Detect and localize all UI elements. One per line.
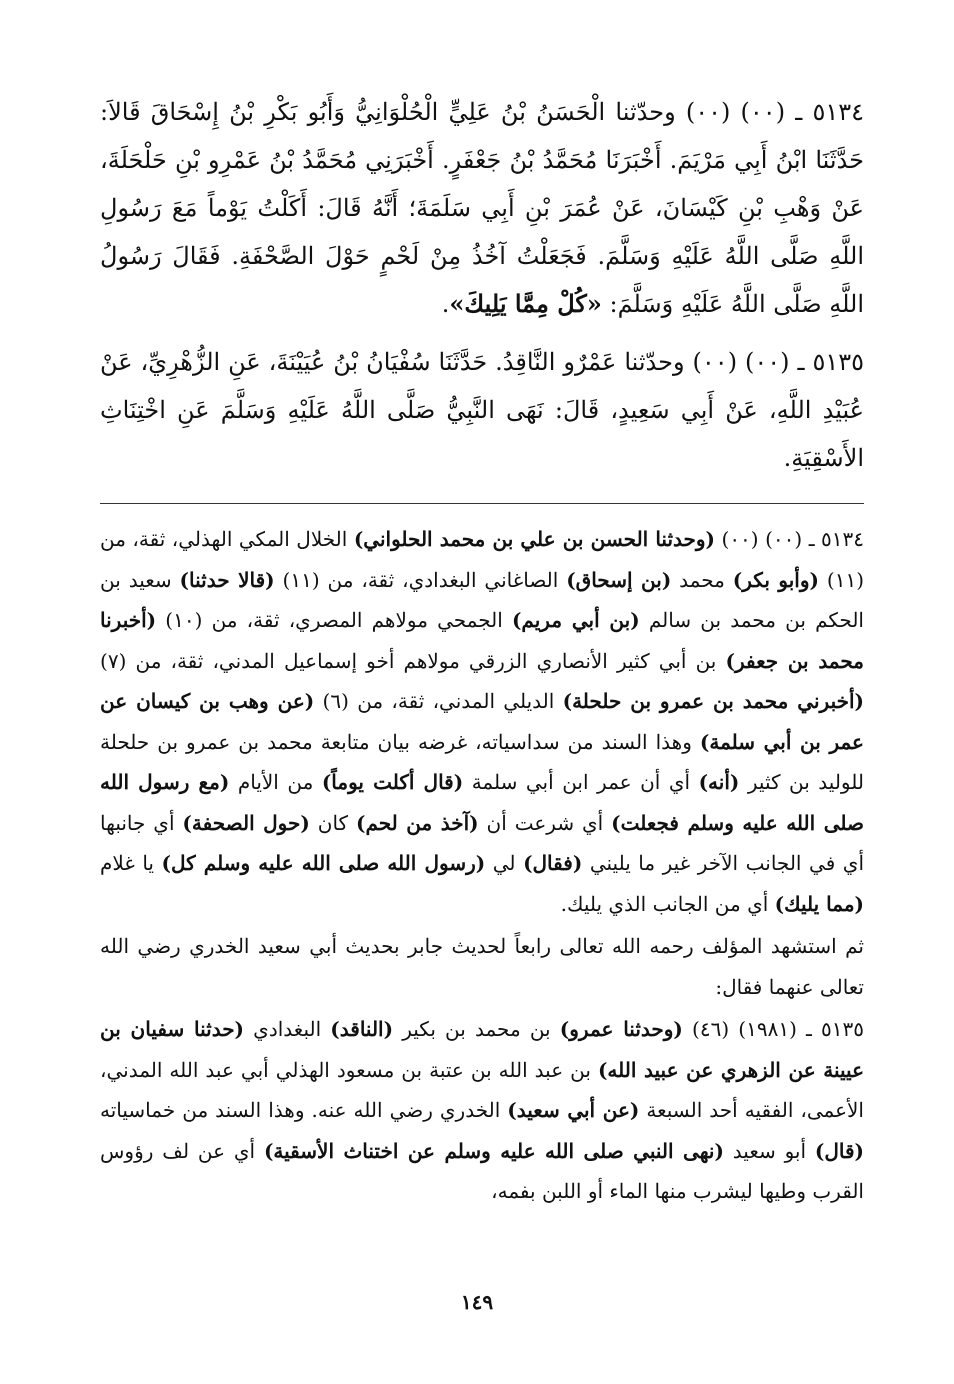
commentary-text-run: أي عن لف رؤوس القرب وطيها ليشرب منها الماء أو اللبن بفمه، <box>100 1138 864 1203</box>
commentary-bold-run: (عن أبي سعيد) <box>507 1098 640 1122</box>
commentary-text-run: الخلال المكي الهذلي، ثقة، من (١١) <box>100 527 864 592</box>
commentary-text-run: أبو سعيد <box>723 1138 815 1163</box>
commentary-bold-run: (رسول الله صلى الله عليه وسلم كل) <box>161 851 486 875</box>
hadith-5134-quote: «كُلْ مِمَّا يَلِيكَ» <box>449 289 602 318</box>
commentary-text-run: من الأيام <box>229 770 322 794</box>
commentary-text-run: أي شرعت أن <box>478 810 612 835</box>
commentary-bold-run: (مما يليك) <box>774 891 864 916</box>
commentary-bold-run: (الناقد) <box>330 1017 394 1041</box>
commentary-text-run: أي جانبها أي في الجانب الآخر غير ما يليني <box>100 810 865 875</box>
commentary-bold-run: (قال) <box>814 1138 865 1163</box>
commentary-bold-run: (عن وهب بن كيسان عن عمر بن أبي سلمة) <box>100 689 864 754</box>
commentary-text-run: محمد <box>671 567 733 592</box>
commentary-text-run: ٥١٣٥ ـ (١٩٨١) (٤٦) <box>682 1017 864 1041</box>
commentary-bold-run: (أخبرنا محمد بن جعفر) <box>100 608 864 673</box>
commentary-bold-run: (وحدثنا الحسن بن علي بن محمد الحلواني) <box>353 527 715 551</box>
commentary-bold-run: (مع رسول الله صلى الله عليه وسلم فجعلت) <box>100 770 865 835</box>
commentary-bold-run: (قالا حدثنا) <box>179 567 275 592</box>
commentary-paragraph-5135 <box>100 1009 864 1212</box>
commentary-bold-run: (بن إسحاق) <box>566 567 672 592</box>
commentary-bold-run: (وأبو بكر) <box>732 567 819 592</box>
hadith-text-block <box>100 88 864 482</box>
hadith-5135: ٥١٣٥ ـ (٠٠) (٠٠) وحدّثنا عَمْرٌو النَّاقِدُ. حَدَّثَنَا سُفْيَانُ بْنُ عُيَيْنَةَ، عَنِ الزُّهْرِيِّ، عَنْ عُبَيْدِ اللَّهِ، عَنْ أَبِي سَعِيدٍ، قَالَ: نَهَى النَّبِيُّ صَلَّى اللَّهُ عَلَيْهِ وَسَلَّمَ عَنِ اخْتِنَاثِ الأَسْقِيَةِ. <box>100 348 865 472</box>
commentary-block <box>100 519 864 1212</box>
hadith-5134-end: . <box>441 290 450 318</box>
commentary-bold-run: (آخذ من لحم) <box>355 810 479 835</box>
commentary-text-run: ثم استشهد المؤلف رحمه الله تعالى رابعاً لحديث جابر بحديث أبي سعيد الخدري رضي الله تعالى عنهما فقال: <box>100 934 864 999</box>
commentary-text-run: الخدري رضي الله عنه. وهذا السند من خماسياته <box>100 1098 508 1122</box>
commentary-text-run: بن محمد بن بكير <box>393 1017 560 1041</box>
commentary-bold-run: (فقال) <box>523 851 583 875</box>
commentary-text-run: الجمحي مولاهم المصري، ثقة، من (١٠) <box>156 608 512 632</box>
commentary-bold-run: (حول الصحفة) <box>182 810 310 835</box>
commentary-text-run: لي <box>485 851 524 875</box>
commentary-text-run: البغدادي <box>244 1017 331 1041</box>
commentary-text-run: بن أبي كثير الأنصاري الزرقي مولاهم أخو إسماعيل المدني، ثقة، من (٧) <box>100 648 726 673</box>
commentary-bold-run: (أخبرني محمد بن عمرو بن حلحلة) <box>562 689 864 713</box>
separator-line <box>100 503 864 504</box>
commentary-text-run: الصاغاني البغدادي، ثقة، من (١١) <box>274 567 567 592</box>
page-number: ١٤٩ <box>460 1290 494 1314</box>
commentary-bold-run: (حدثنا سفيان بن عيينة عن الزهري عن عبيد الله) <box>100 1017 865 1082</box>
hadith-5134-text: ٥١٣٤ ـ (٠٠) (٠٠) وحدّثنا الْحَسَنُ بْنُ عَلِيٍّ الْحُلْوَانِيُّ وَأَبُو بَكْرِ بْنُ إِسْحَاقَ قَالاَ: حَدَّثَنَا ابْنُ أَبِي مَرْيَمَ. أَخْبَرَنَا مُحَمَّدُ بْنُ جَعْفَرٍ. أَخْبَرَنِي مُحَمَّدُ بْنُ عَمْرِو بْنِ حَلْحَلَةَ، عَنْ وَهْبِ بْنِ كَيْسَانَ، عَنْ عُمَرَ بْنِ أَبِي سَلَمَةَ؛ أَنَّهُ قَالَ: أَكَلْتُ يَوْماً مَعَ رَسُولِ اللَّهِ صَلَّى اللَّهُ عَلَيْهِ وَسَلَّمَ. فَجَعَلْتُ آخُذُ مِنْ لَحْمٍ حَوْلَ الصَّحْفَةِ. فَقَالَ رَسُولُ اللَّهِ صَلَّى اللَّهُ عَلَيْهِ وَسَلَّمَ: <box>100 98 865 318</box>
commentary-bold-run: (نهى النبي صلى الله عليه وسلم عن اختناث الأسقية) <box>263 1138 724 1163</box>
commentary-text-run: كان <box>309 810 356 835</box>
hadith-5134 <box>100 88 864 328</box>
commentary-text-run: وهذا السند من سداسياته، غرضه بيان متابعة محمد بن عمرو بن حلحلة للوليد بن كثير <box>100 729 864 794</box>
commentary-text-run: ٥١٣٤ ـ (٠٠) (٠٠) <box>715 527 865 551</box>
commentary-bold-run: (قال أكلت يوماً) <box>321 770 464 794</box>
commentary-text-run: أي من الجانب الذي يليك. <box>560 891 775 916</box>
commentary-bold-run: (وحدثنا عمرو) <box>559 1017 683 1041</box>
commentary-text-run: أي أن عمر ابن أبي سلمة <box>463 770 699 794</box>
commentary-text-run: سعيد بن الحكم بن محمد بن سالم <box>100 567 864 632</box>
commentary-text-run: يا غلام <box>100 851 162 875</box>
commentary-bold-run: (أنه) <box>698 770 740 794</box>
commentary-text-run: بن عبد الله بن عتبة بن مسعود الهذلي أبي عبد الله المدني، الأعمى، الفقيه أحد السبعة <box>100 1057 864 1122</box>
commentary-paragraph-transition <box>100 926 864 1007</box>
commentary-text-run: الديلي المدني، ثقة، من (٦) <box>314 689 563 713</box>
commentary-paragraph-5134 <box>100 519 864 924</box>
commentary-bold-run: (بن أبي مريم) <box>511 608 640 632</box>
